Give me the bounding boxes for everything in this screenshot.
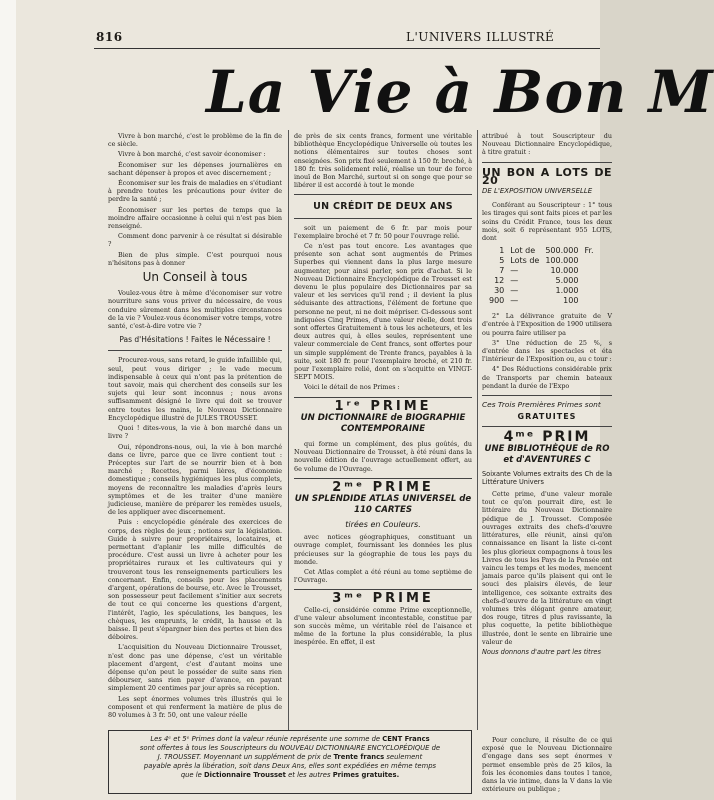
paragraph: attribué à tout Souscripteur du Nouveau Dictionnaire Encyclopédique, à titre gratuit : [482,132,612,157]
paragraph: Économiser sur les dépenses journalières en sachant dépenser à propos et avec discernement ; [108,160,282,177]
paragraph: qui forme un complément, des plus goûtés, du Nouveau Dictionnaire de Trousset, à été réuni dans la nouvelle édition de l'ouvrage actuellement offert, au 6e volume de l'Ouvrage. [294,439,472,473]
box-text: seulement [386,753,423,761]
prime-3-title: 3ᵐᵉ PRIME [332,591,434,607]
box-text: sont offertes à tous les Souscripteurs du NOUVEAU DICTIONNAIRE ENCYCLOPÉDIQUE de [139,744,441,752]
divider [294,478,472,479]
box-bold: Dictionnaire Trousset [204,771,286,779]
lot-n: 7 [499,266,505,276]
box-bold: Primes gratuites. [332,771,400,779]
paragraph: Puis : encyclopédie générale des exercices de corps, des règles de jeux ; notions sur la législation. Guide à suivre pour propriétaires, locataires, et permettant d'aplanir les mille difficultés de procédure. C'est aussi un livre à acheter pour les propriétaires ruraux et les cultivateurs qui y trouveront tous les renseignements particuliers les concernant. Enfin, conseils pour les placements d'argent, opérations de bourse, etc. Avec le Trousset, son possesseur peut facilement s'initier aux secrets de tout ce qui concerne les questions d'argent, l'intérêt, l'agio, les spéculations, les banques, les chèques, les emprunts, le crédit, la hausse et la baisse. Il peut s'épargner bien des pertes et bien des déboires. [108,518,282,642]
newspaper-page [16,0,714,800]
lot-n: 12 [494,276,505,286]
lot-label: — [510,276,519,286]
paragraph: Celle-ci, considérée comme Prime exceptionnelle, d'une valeur absolument incontestable, constitue par son succès même, un véritable réel de l'aisance et même de la fortune la plus considérable, la plus inespérée. En effet, il est [294,605,472,647]
paragraph: Oui, répondrons-nous, oui, la vie à bon marché dans ce livre, parce que ce livre contient tout : Préceptes sur l'art de se nourrir bien et à bon marché ; Recettes, parmi lières, d'économie domestique ; conseils hygiéniques les plus complets, moyens de reconnaître les maladies d'après leurs symptômes et de les traiter d'une manière judicieuse, manière de préparer les remèdes usuels, de les appliquer avec discernement. [108,442,282,517]
paragraph: 2° La délivrance gratuite de V d'entrée à l'Exposition de 1900 utilisera ou pourra faire utiliser pa [482,312,612,337]
heading-hesitations: Pas d'Hésitations ! Faites le Nécessaire ! [119,335,271,345]
divider [294,589,472,590]
prime-4-subtitle: UNE BIBLIOTHÈQUE de RO et d'AVENTURES C [484,443,610,465]
lot-value: 1.000 [555,286,579,296]
box-text: que le [180,771,202,779]
paragraph: Ce n'est pas tout encore. Les avantages que présente son achat sont augmentés de Primes Superbes qui viennent dans la plus large mesure augmenter, pour ainsi parler, son prix d'achat. Si le Nouveau Dictionnaire Encyclopédique de Trousset est devenu le plus populaire des Dictionnaires par sa valeur et les services qu'il rend ; il devient la plus séduisante des attractions, l'élément de fortune que personne ne peut, ni ne doit mépriser. Ci-dessous sont indiquées Cinq Primes, d'une valeur réelle, dont trois sont offertes Gratuitement à tous les acheteurs, et les deux autres qui, à elles seules, représentent une valeur commerciale de Cent francs, sont offertes pour un simple supplément de Trente francs, payables à la suite, soit 180 fr. pour l'exemplaire broché, et 210 fr. pour l'exemplaire relié, dont on s'acquitte en VINGT-SEPT MOIS. [294,242,472,382]
divider [482,426,612,427]
divider [294,218,472,219]
lot-row [486,246,597,256]
lot-value: 100.000 [545,256,579,266]
box-text: Les 4ᵉ et 5ᵉ Primes dont la valeur réunie représente une somme de [150,735,381,743]
page-margin-left [0,0,16,800]
paragraph: de près de six cents francs, forment une véritable bibliothèque Encyclopédique Universelle où toutes les notions élémentaires sur toutes choses sont enseignées. Son prix fixé seulement à 150 fr. broché, à 180 fr. très solidement relié, réalise un tour de force inouï de Bon Marché, surtout si on songe que pour se libérer il est accordé à tout le monde [294,132,472,190]
paragraph: Cet Atlas complet a été réuni au tome septième de l'Ouvrage. [294,567,472,585]
divider [294,397,472,398]
column-3-bottom [482,736,612,795]
heading-conseil: Un Conseil à tous [142,270,248,285]
lot-unit [581,286,596,296]
gratuites-label: GRATUITES [517,412,577,422]
paragraph: soit un paiement de 6 fr. par mois pour l'exemplaire broché et 7 fr. 50 pour l'ouvrage relié. [294,223,472,240]
prime-4-title: 4ᵐᵉ PRIM [503,429,591,446]
lot-row [486,276,597,286]
paragraph: 3° Une réduction de 25 %, s d'entrée dans les spectacles et éta l'intérieur de l'Exposition ou, au c tour : [482,338,612,364]
lot-row [486,266,597,276]
lot-row [486,286,597,296]
paragraph: avec notices géographiques, constituant un ouvrage complet, fournissant les données les plus précieuses sur la géographie de tous les pays du monde. [294,533,472,566]
paragraph: Vivre à bon marché, c'est savoir économiser : [118,150,266,159]
divider [108,350,282,351]
prime-1-title: 1ʳᵉ PRIME [334,398,432,414]
heading-credit: UN CRÉDIT DE DEUX ANS [313,201,453,213]
divider [482,395,612,396]
bon-a-lots-title: UN BON A LOTS DE 20 [482,165,612,187]
lot-n: 1 [499,246,505,256]
paragraph: 4° Des Réductions considérable prix de Transports par chemin bateaux pendant la durée de l'Expo [482,365,612,390]
primes-notice-box [108,730,472,794]
prime-2-subtitle: UN SPLENDIDE ATLAS UNIVERSEL de 110 CARTES [294,493,472,515]
lot-n: 900 [489,296,505,306]
paragraph: Bien de plus simple. C'est pourquoi nous n'hésitons pas à donner [108,250,282,267]
lot-n: 5 [499,256,505,266]
divider [482,162,612,163]
prime-1-subtitle: UN DICTIONNAIRE de BIOGRAPHIE CONTEMPORAINE [300,412,466,434]
paragraph: Comment donc parvenir à ce résultat si désirable ? [108,232,282,249]
lot-value: 100 [563,296,579,306]
prime-4-small: Soixante Volumes extraits des Ch de la Littérature Univers [482,469,612,486]
divider [294,194,472,195]
lot-value: 5.000 [555,276,579,286]
lot-unit: Fr. [584,246,594,256]
bottom-note: Nous donnons d'autre part les titres [482,647,601,656]
lot-unit [581,266,596,276]
lot-row [486,256,597,266]
paragraph: L'acquisition du Nouveau Dictionnaire Trousset, n'est donc pas une dépense, c'est un véritable placement d'argent, c'est d'autant moins une dépense qu'on peut le posséder de suite sans rien débourser, sans rien payer d'avance, en payant simplement 20 centimes par jour après sa réception. [108,643,282,693]
column-3 [482,132,612,660]
box-text: J. TROUSSET. Moyennant un supplément de prix de [157,753,332,761]
exposition-subtitle: DE L'EXPOSITION UNIVERSELLE [482,187,593,196]
lot-row [486,296,597,306]
paragraph: Voulez-vous être à même d'économiser sur votre nourriture sans vous priver du nécessaire, de vous conduire sûrement dans les multiples circonstances de la vie ? Voulez-vous économiser votre temps, votre santé, c'est-à-dire votre vie ? [108,289,282,331]
column-2 [294,132,472,649]
column-1 [108,132,282,721]
lot-label: Lot de [510,246,536,256]
column-rule-2 [477,130,478,730]
article-title: La Vie à Bon M [206,58,714,126]
paragraph: Pour conclure, il résulte de ce qui exposé que le Nouveau Dictionnaire d'engage dans ses sept énormes v permet ensemble près de 25 kilos, la fois les économies dans toutes l tance, dans la vie intime, dans la V dans la vie extérieure ou publique ; [482,736,612,794]
lot-unit [581,256,596,266]
journal-title: L'UNIVERS ILLUSTRÉ [406,30,555,44]
lots-table [486,246,597,306]
paragraph: Voici le détail de nos Primes : [304,383,400,392]
lot-value: 10.000 [550,266,579,276]
paragraph: Quoi ! dites-vous, la vie à bon marché dans un livre ? [108,424,282,441]
header-rule [94,48,600,49]
box-text: payable après la libération, soit dans Deux Ans, elles sont expédiées en même temps [143,762,437,770]
lot-value: 500.000 [545,246,579,256]
box-text: et les autres [288,771,331,779]
box-bold: Trente francs [333,753,385,761]
prime-2-subtitle-2: tirées en Couleurs. [345,519,421,529]
lot-unit [581,296,596,306]
lot-label: — [510,286,519,296]
paragraph: Économiser sur les pertes de temps que la moindre affaire occasionne à celui qui n'est pas bien renseigné. [108,205,282,231]
lot-label: — [510,296,519,306]
box-bold: CENT Francs [382,735,430,743]
paragraph: Vivre à bon marché, c'est le problème de la fin de ce siècle. [108,132,282,149]
lot-label: Lots de [510,256,540,266]
paragraph: Conférant au Souscripteur : 1° tous les tirages qui sont faits pices et par les soins du Crédit France, tous les deux mois, soit 6 représentant 955 LOTS, dont [482,201,612,243]
paragraph: Procurez-vous, sans retard, le guide infaillible qui, seul, peut vous diriger ; le vade mecum indispensable à ceux qui n'ont pas la prétention de tout savoir, mais qui cherchent des conseils sur les sujets qui leur sont inconnus ; nous avons suffisamment désigné le livre qui doit se trouver entre toutes les mains, le Nouveau Dictionnaire Encyclopédique illustré de JULES TROUSSET. [108,356,282,422]
lot-unit [581,276,596,286]
paragraph: Économiser sur les frais de maladies en s'étudiant à prendre toutes les précautions pour éviter de perdre la santé ; [108,179,282,204]
column-rule-1 [288,130,289,730]
trois-primes-note: Ces Trois Premières Primes sont [482,400,601,410]
paragraph: Les sept énormes volumes très illustrés qui le composent et qui renferment la matière de plus de 80 volumes à 3 fr. 50, ont une valeur réelle [108,694,282,719]
page-number: 816 [96,30,123,44]
lot-label: — [510,266,519,276]
paragraph: Cette prime, d'une valeur morale tout ce qu'on pourrait dire, est le littéraire du Nouveau Dictionnaire pédique de J. Trousset. Composée ouvrages extraits des chefs-d'œuvre littératures, elle réunit, ainsi qu'on connaissance en lisant la liste ci-cont les plus glorieux compagnons à tous les Livres de tous les Pays de la Pensée ont vaincu les temps et les modes, mencent jamais parce qu'ils plaisent qui ont le souci des plaisirs élevés, de leur intelligence, ces soixante extraits des chefs-d'œuvre de la littérature en vingt volumes très élégant genre amateur, dos rouge, titres d plus ravissante, la plus coquette, la petite bibliothèque illustrée, dont le sente en librairie une valeur de [482,490,612,646]
prime-2-title: 2ᵐᵉ PRIME [332,479,434,495]
lot-n: 30 [494,286,505,296]
